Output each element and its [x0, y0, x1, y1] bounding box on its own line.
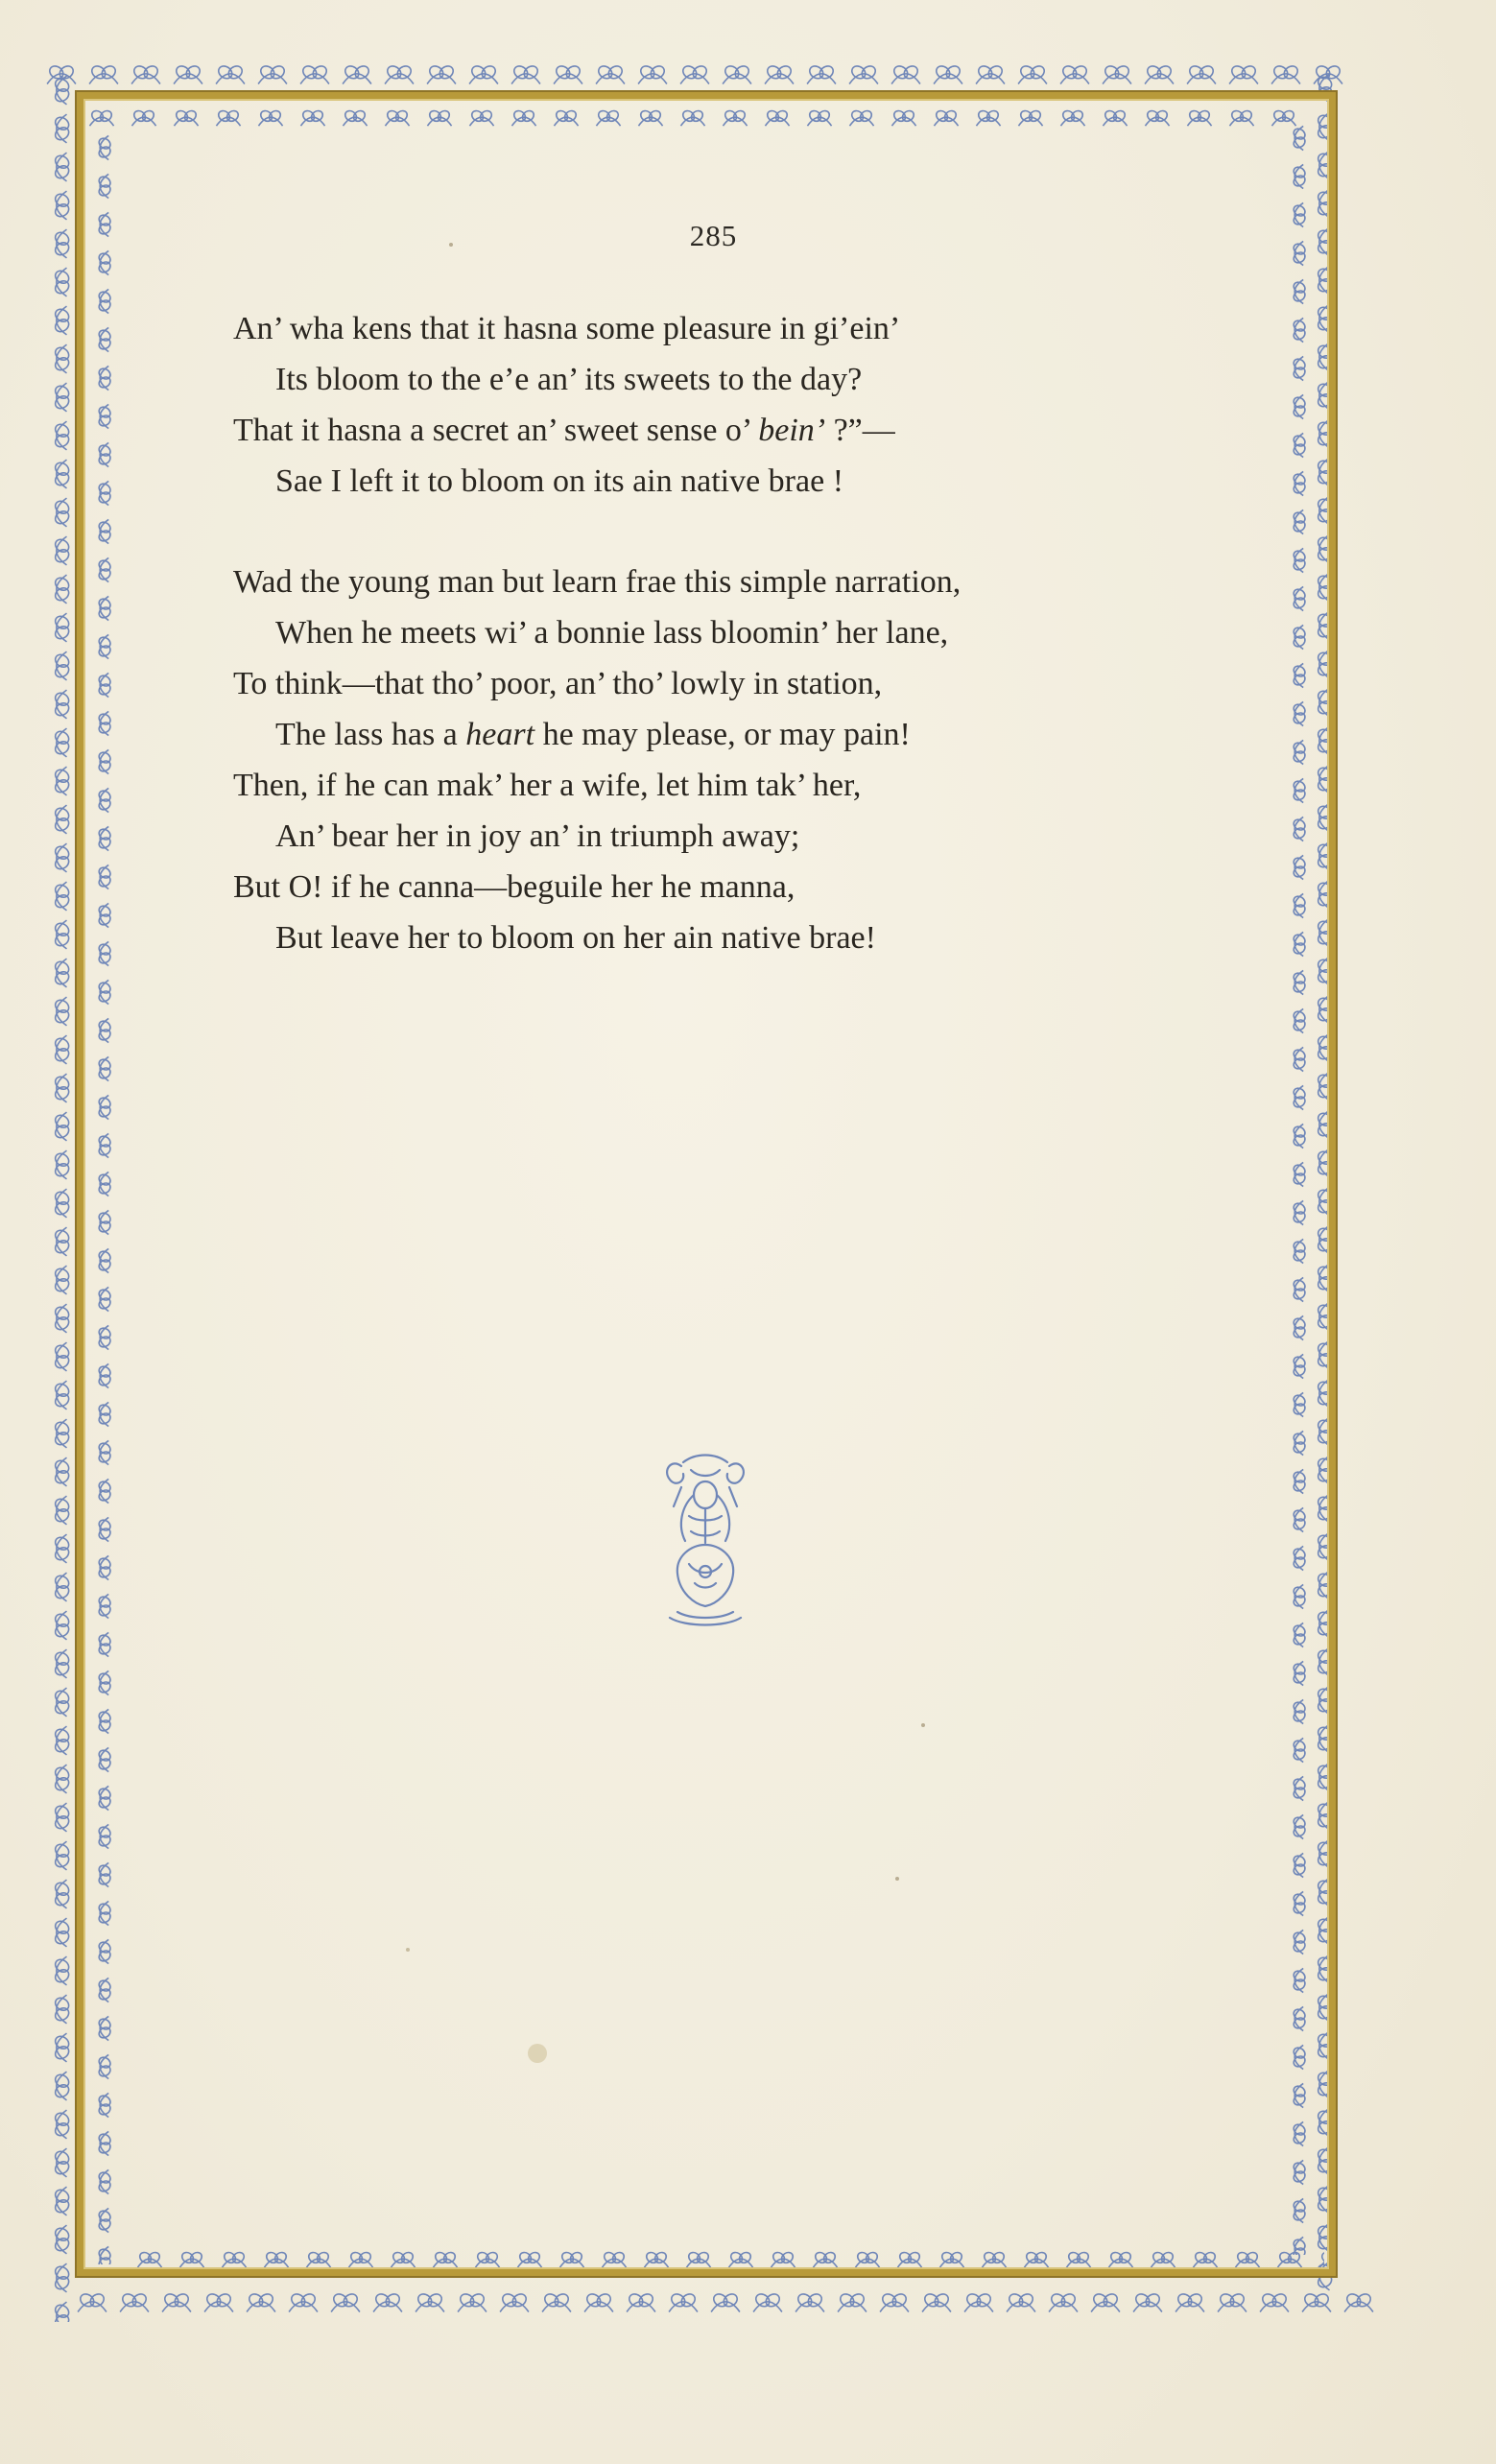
line-text: But O! if he canna—beguile her he manna, — [233, 869, 795, 905]
line-text: To think—that tho’ poor, an’ tho’ lowly in station, — [233, 666, 883, 701]
poem-line — [233, 456, 1241, 507]
poem-line — [233, 557, 1241, 607]
emphasized-word: bein’ — [758, 413, 826, 448]
line-text: The lass has a — [275, 717, 466, 752]
line-text: That it hasna a secret an’ sweet sense o’ — [233, 413, 759, 448]
poem-stanza — [233, 303, 1241, 507]
border-band-left — [40, 67, 77, 2322]
page-number: 285 — [689, 219, 738, 252]
poem-line — [233, 607, 1241, 658]
poem-line — [233, 354, 1241, 405]
line-text: An’ wha kens that it hasna some pleasure in gi’ein’ — [233, 311, 901, 346]
poem-line — [233, 912, 1241, 963]
poem-line — [233, 405, 1241, 456]
line-text: When he meets wi’ a bonnie lass bloomin’ her lane, — [275, 615, 949, 651]
line-text: Then, if he can mak’ her a wife, let him tak’ her, — [233, 768, 862, 803]
line-text: But leave her to bloom on her ain native brae! — [275, 920, 876, 956]
poem-line — [233, 303, 1241, 354]
floral-tailpiece-icon — [653, 1449, 758, 1641]
poem-line — [233, 709, 1241, 760]
poem-line — [233, 658, 1241, 709]
border-band-top — [36, 58, 1353, 94]
poem-line — [233, 760, 1241, 811]
poem-stanza — [233, 557, 1241, 963]
line-text: Its bloom to the e’e an’ its sweets to the day? — [275, 362, 863, 397]
line-text: he may please, or may pain! — [534, 717, 911, 752]
emphasized-word: heart — [465, 717, 535, 752]
poem-line — [233, 811, 1241, 862]
line-text: Wad the young man but learn frae this simple narration, — [233, 564, 962, 600]
line-text: ?”— — [825, 413, 895, 448]
poem-line — [233, 862, 1241, 912]
line-text: An’ bear her in joy an’ in triumph away; — [275, 818, 800, 854]
border-band-bottom — [67, 2286, 1384, 2322]
line-text: Sae I left it to bloom on its ain native brae ! — [275, 463, 844, 499]
poem-text — [233, 303, 1241, 1013]
